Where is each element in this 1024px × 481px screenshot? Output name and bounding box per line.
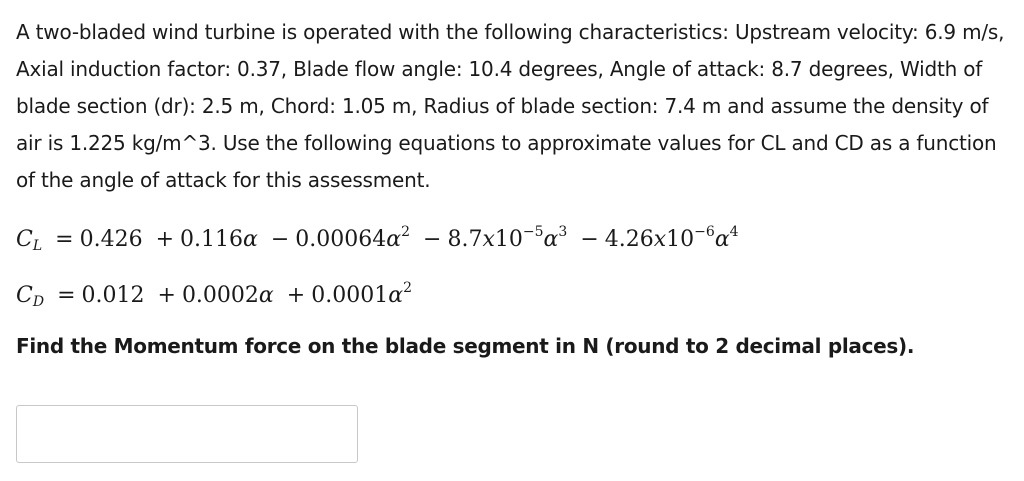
- cl-exp-5a: −6: [694, 224, 715, 240]
- cd-term-3: 0.0001: [311, 283, 389, 308]
- cd-term-1: 0.012: [81, 283, 145, 308]
- cl-term-5: 4.26: [604, 227, 654, 252]
- cl-op-4: −: [580, 227, 599, 252]
- cd-term-2: 0.0002: [181, 283, 259, 308]
- cl-exp-4a: −5: [522, 224, 544, 240]
- cl-base-4: 10: [494, 227, 523, 252]
- cl-exp-5b: 4: [729, 224, 739, 240]
- cl-term-2: 0.116: [180, 227, 243, 252]
- cl-subscript: L: [32, 238, 43, 254]
- cd-equals: =: [57, 283, 76, 308]
- cl-term-1: 0.426: [79, 227, 143, 252]
- cl-alpha-2: α: [386, 227, 402, 252]
- cl-symbol: C: [16, 227, 33, 252]
- question-prompt: Find the Momentum force on the blade segment in N (round to 2 decimal places).: [16, 334, 915, 358]
- cd-exp-2: 2: [403, 280, 412, 296]
- cl-exp-4b: 3: [558, 224, 568, 240]
- cd-alpha-1: α: [258, 283, 274, 308]
- cl-times-5: x: [653, 227, 667, 252]
- cl-equation: [16, 224, 739, 254]
- answer-input[interactable]: [16, 405, 358, 463]
- cl-exp-2: 2: [401, 224, 411, 240]
- cl-times-4: x: [482, 227, 495, 252]
- cl-alpha-5: α: [714, 227, 730, 252]
- cl-term-4: 8.7: [447, 227, 483, 252]
- cd-alpha-2: α: [388, 283, 404, 308]
- cd-equation: [16, 280, 412, 310]
- cd-op-1: +: [157, 283, 176, 308]
- cl-op-1: +: [155, 227, 174, 252]
- cl-equals: =: [55, 227, 74, 252]
- cl-alpha-4: α: [543, 227, 559, 252]
- cl-alpha-1: α: [242, 227, 258, 252]
- cd-op-2: +: [286, 283, 306, 308]
- cl-term-3: 0.00064: [295, 227, 387, 252]
- cd-subscript: D: [32, 294, 45, 310]
- problem-statement: A two-bladed wind turbine is operated with the following characteristics: Upstream velocity: 6.9 m/s, Axial induction factor: 0.37, Blade flow angle: 10.4 degrees, Angle of attack: 8.7 degrees, Width of blade section (dr): 2.5 m, Chord: 1.05 m, Radius of blade section: 7.4 m and assume the density of air is 1.225 kg/m^3. Use the following equations to approximate values for CL and CD as a function of the angle of attack for this assessment.: [16, 20, 1005, 192]
- cl-op-2: −: [270, 227, 290, 252]
- cl-op-3: −: [423, 227, 442, 252]
- cd-symbol: C: [16, 283, 33, 308]
- cl-base-5: 10: [666, 227, 695, 252]
